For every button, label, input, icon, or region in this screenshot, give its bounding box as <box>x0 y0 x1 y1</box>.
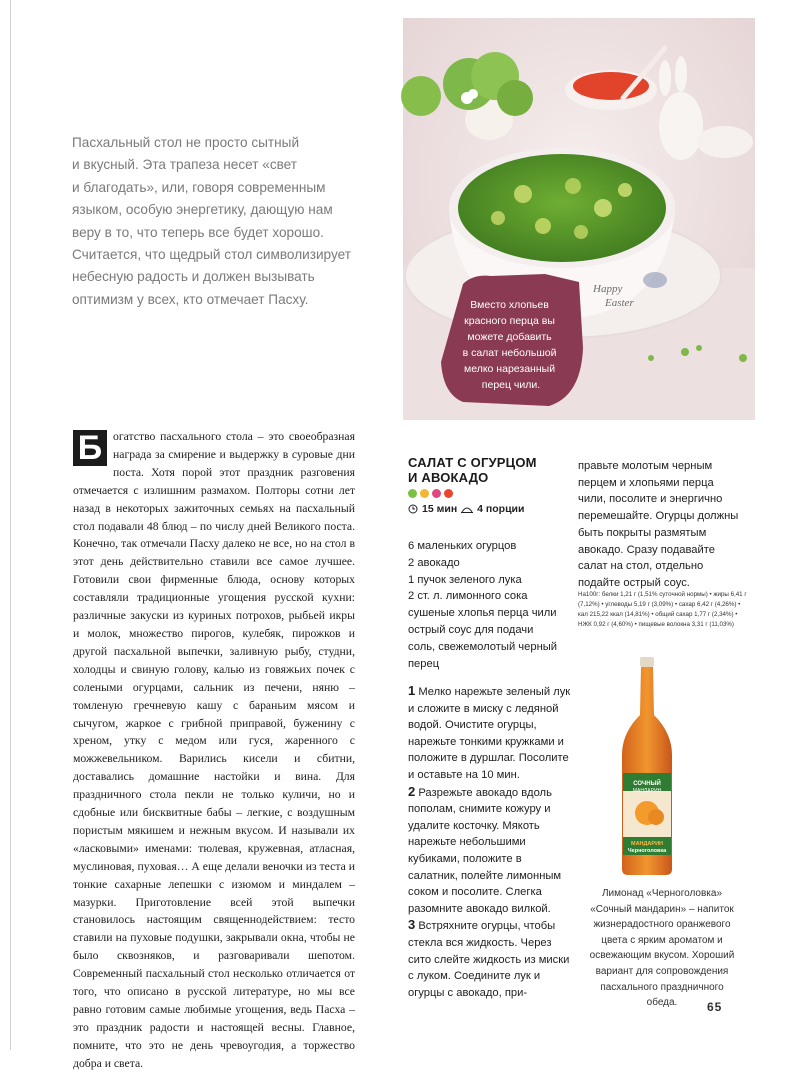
drop-cap: Б <box>73 430 107 466</box>
step-text: Разрежьте авокадо вдоль пополам, снимите кожуру и удалите косточку. Мякоть нарежьте небольшими кубиками, положите в салатник, полейте лимонным соком и посолите. Слегка разомните авокадо вилкой. <box>408 786 562 915</box>
article-body-text: огатство пасхального стола – это своеобразная награда за смирение и выдержку в суровые дни поста. Хотя порой этот праздник разговения отмечается с излишним размахом. Полторы сотни лет назад в некоторых зажиточных семьях на пасхальный стол подавали 48 блюд – по числу дней Великого поста. Конечно, так отмечали Пасху далеко не все, но на стол в этот день действительно ставили все самое лучшее. Готовили свои фирменные блюда, основу которых составляли традиционные угощения русской кухни: различные закуски из куриных потрохов, рыбьей икры и молок, множество пирогов, кулебяк, пирожков и другой пасхальной выпечки, заливную рыбу, студни, холодцы и свиную голову, калью из говяжьих почек с солеными огурцами, сальник из печени, няню – томленую гречневую кашу с бараньим мясом и сычугом, жаркое с грибной приправой, буженину с хреном, утку с медом или гуся, жаренного с можжевельником. Варились кисели и сбитни, доставались домашние настойки и вина. Для праздничного стола пекли не только куличи, но и сдобные или бисквитные бабы – легкие, с воздушным пористым мякишем и нежным вкусом. И называли их «ласковыми» именами: тюлевая, кружевная, атласная, муслиновая, пуховая… А еще делали веночки из теста и тонкие сахарные лепешки с изюмом и миндалем – мазурки. Приготовление всей этой выпечки становилось настоящим священнодействием: тесто ставили на пуховые подушки, закрывали окна, чтобы не было сквозняков, и разговаривали шепотом. Современный пасхальный стол несколько отличается от того, что описано в русской литературе, но мы все равно готовим самые любимые угощения, ведь Пасха – это праздник радости и настоящей весны. Главное, помните, что это не день чревоугодия, а торжество добра и света. <box>73 430 355 1070</box>
page-number: 65 <box>707 1000 723 1014</box>
recipe-meta <box>408 503 578 515</box>
page-edge-rule <box>10 0 11 1050</box>
salad-photo <box>403 18 755 420</box>
salad-photo-illustration <box>403 18 755 420</box>
recipe-step <box>408 917 573 1001</box>
recipe-steps <box>408 683 573 1001</box>
vegetarian-badge-icon <box>408 489 417 498</box>
servings-icon <box>461 504 473 514</box>
intro-line: небесную радость и должен вызывать <box>72 269 315 285</box>
tip-line: мелко нарезанный <box>464 363 556 375</box>
bottle-label-brand: Черноголовка <box>627 848 667 854</box>
bottle-label-top: СОЧНЫЙ <box>633 781 661 787</box>
ingredient-item: перец <box>408 657 440 670</box>
ingredient-item: 6 маленьких огурцов <box>408 540 517 552</box>
ingredient-item: 2 ст. л. лимонного сока <box>408 590 528 603</box>
intro-line: и благодать», или, говоря современным <box>72 179 326 195</box>
bottle-label-sub: МАНДАРИН <box>632 788 662 794</box>
diet-badges <box>408 489 578 498</box>
ingredients-list <box>408 538 573 672</box>
tip-line: Вместо хлопьев <box>470 299 549 311</box>
article-body <box>73 428 355 1073</box>
lemonade-bottle-image <box>612 655 682 877</box>
vegan-badge-icon <box>420 489 429 498</box>
recipe-header <box>408 455 578 515</box>
ingredient-item: соль, свежемолотый черный <box>408 640 558 653</box>
intro-line: Считается, что щедрый стол символизирует <box>72 247 351 263</box>
bottle-caption: Лимонад «Черноголовка» «Сочный мандарин» – напиток жизнерадостного оранжевого цвета с ярким ароматом и освежающим вкусом. Хороший вариант для сопровождения пасхального праздничного обеда. <box>589 888 735 1009</box>
recipe-step <box>408 683 573 784</box>
bottle-label-flavor: МАНДАРИН <box>630 841 664 847</box>
step-text: Мелко нарежьте зеленый лук и сложите в миску с ледяной водой. Очистите огурцы, нарежьте тонкими кружками и положите в дуршлаг. Посолите и оставьте на 10 мин. <box>408 686 571 781</box>
tip-line: красного перца вы <box>464 315 555 327</box>
recipe-time: 15 мин <box>422 503 458 515</box>
clock-icon <box>408 504 418 514</box>
nutrition-info: На100г: белки 1,21 г (1,51% суточной нормы) • жиры 6,41 г (7,12%) • углеводы 5,19 г (3,09%) • сахар 6,42 г (4,26%) • кал 215,22 ккал (14,81%) • общий сахар 1,77 г (2,34%) • НЖК 0,92 г (4,60%) • пищевые волокна 3,31 г (11,03%) <box>578 591 747 628</box>
intro-line: Пасхальный стол не просто сытный <box>72 135 300 150</box>
tip-line: можете добавить <box>467 331 552 343</box>
ingredient-item: острый соус для подачи <box>408 623 534 636</box>
step-text: Встряхните огурцы, чтобы стекла вся жидкость. Через сито слейте жидкость из миски с луком. Соедините лук и огурцы с авокадо, при- <box>408 920 570 999</box>
ingredient-item: сушеные хлопья перца чили <box>408 607 557 620</box>
intro-line: оптимизм у всех, кто отмечает Пасху. <box>72 291 309 307</box>
recipe-continued-text: правьте молотым черным перцем и хлопьями перца чили, посолите и энергично перемешайте. Огурцы должны быть покрыты размятым авокадо. Сразу подавайте салат на стол, отдельно подайте острый соус. <box>578 460 739 589</box>
intro-paragraph <box>72 132 382 311</box>
recipe-step <box>408 784 573 918</box>
tip-line: в салат небольшой <box>462 347 557 359</box>
bowl-text-1: Happy <box>593 283 623 295</box>
intro-line: и вкусный. Эта трапеза несет «свет <box>72 157 298 173</box>
lactose-free-badge-icon <box>444 489 453 498</box>
bowl-text-2: Easter <box>605 297 634 309</box>
ingredient-item: 1 пучок зеленого лука <box>408 573 522 586</box>
gluten-free-badge-icon <box>432 489 441 498</box>
intro-line: языком, особую энергетику, дающую нам <box>72 202 333 218</box>
step-number: 1 <box>408 683 416 698</box>
step-number: 3 <box>408 917 416 933</box>
recipe-title-line-2: И АВОКАДО <box>408 470 489 485</box>
intro-line: веру в то, что теперь все будет хорошо. <box>72 224 324 240</box>
step-number: 2 <box>408 783 416 799</box>
tip-line: перец чили. <box>481 379 541 391</box>
ingredient-item: 2 авокадо <box>408 556 460 569</box>
recipe-title-line-1: САЛАТ С ОГУРЦОМ <box>408 455 537 470</box>
recipe-portions: 4 порции <box>477 503 525 515</box>
